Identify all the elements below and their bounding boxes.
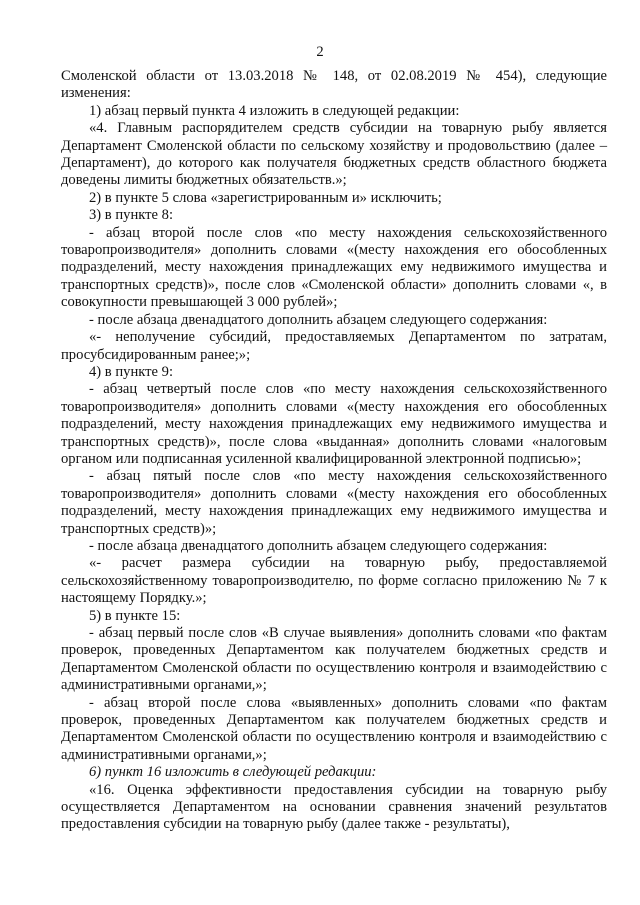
paragraph: - абзац второй после слова «выявленных» дополнить словами «по фактам проверок, проведенных Департаментом как получателем бюджетных средств и Департаментом Смоленской области по осуществлению контроля и взаимодействию с административными органами,»; [61, 694, 607, 763]
paragraph: «- неполучение субсидий, предоставляемых Департаментом по затратам, просубсидированным ранее;»; [61, 329, 607, 363]
paragraph: - абзац первый после слов «В случае выявления» дополнить словами «по фактам проверок, проведенных Департаментом как получателем бюджетных средств и Департаментом Смоленской области по осуществлению контроля и взаимодействию с административными органами,»; [61, 625, 607, 694]
paragraph: «16. Оценка эффективности предоставления субсидии на товарную рыбу осуществляется Департаментом на основании сравнения значений результатов предоставления субсидии на товарную рыбу (далее также - результаты), [61, 781, 607, 833]
paragraph: 3) в пункте 8: [89, 207, 174, 224]
paragraph: - абзац второй после слов «по месту нахождения сельскохозяйственного товаропроизводителя» дополнить словами «(месту нахождения его обособленных подразделений, месту нахождения принадлежащих ему недвижимого имущества и транспортных средств)», после слов «Смоленской области» дополнить словами «, в совокупности превышающей 3 000 рублей»; [61, 224, 607, 311]
paragraph: - после абзаца двенадцатого дополнить абзацем следующего содержания: [89, 311, 548, 328]
paragraph: - абзац четвертый после слов «по месту нахождения сельскохозяйственного товаропроизводителя» дополнить словами «(месту нахождения его обособленных подразделений, месту нахождения принадлежащих ему недвижимого имущества и транспортных средств)», после слова «выданная» дополнить словами «налоговым органом или подписанная усиленной квалифицированной электронной подписью»; [61, 381, 607, 467]
paragraph: 5) в пункте 15: [89, 607, 181, 624]
paragraph: - абзац пятый после слов «по месту нахождения сельскохозяйственного товаропроизводителя» дополнить словами «(месту нахождения его обособленных подразделений, месту нахождения принадлежащих ему недвижимого имущества и транспортных средств)»; [61, 468, 607, 537]
paragraph: 1) абзац первый пункта 4 изложить в следующей редакции: [89, 102, 460, 119]
page-number: 2 [316, 44, 324, 60]
paragraph: «4. Главным распорядителем средств субсидии на товарную рыбу является Департамент Смоленской области по сельскому хозяйству и продовольствию (далее – Департамент), до которого как получателя бюджетных средств областного бюджета доведены лимиты бюджетных обязательств.»; [61, 120, 607, 189]
paragraph: 6) пункт 16 изложить в следующей редакции: [89, 764, 377, 781]
document-body [61, 68, 607, 834]
paragraph: 2) в пункте 5 слова «зарегистрированным и» исключить; [89, 189, 442, 206]
paragraph: - после абзаца двенадцатого дополнить абзацем следующего содержания: [89, 537, 548, 554]
paragraph: Смоленской области от 13.03.2018 № 148, от 02.08.2019 № 454), следующие изменения: [61, 68, 607, 102]
paragraph: «- расчет размера субсидии на товарную рыбу, предоставляемой сельскохозяйственному товаропроизводителю, по форме согласно приложению № 7 к настоящему Порядку.»; [61, 555, 607, 607]
paragraph: 4) в пункте 9: [89, 363, 174, 380]
